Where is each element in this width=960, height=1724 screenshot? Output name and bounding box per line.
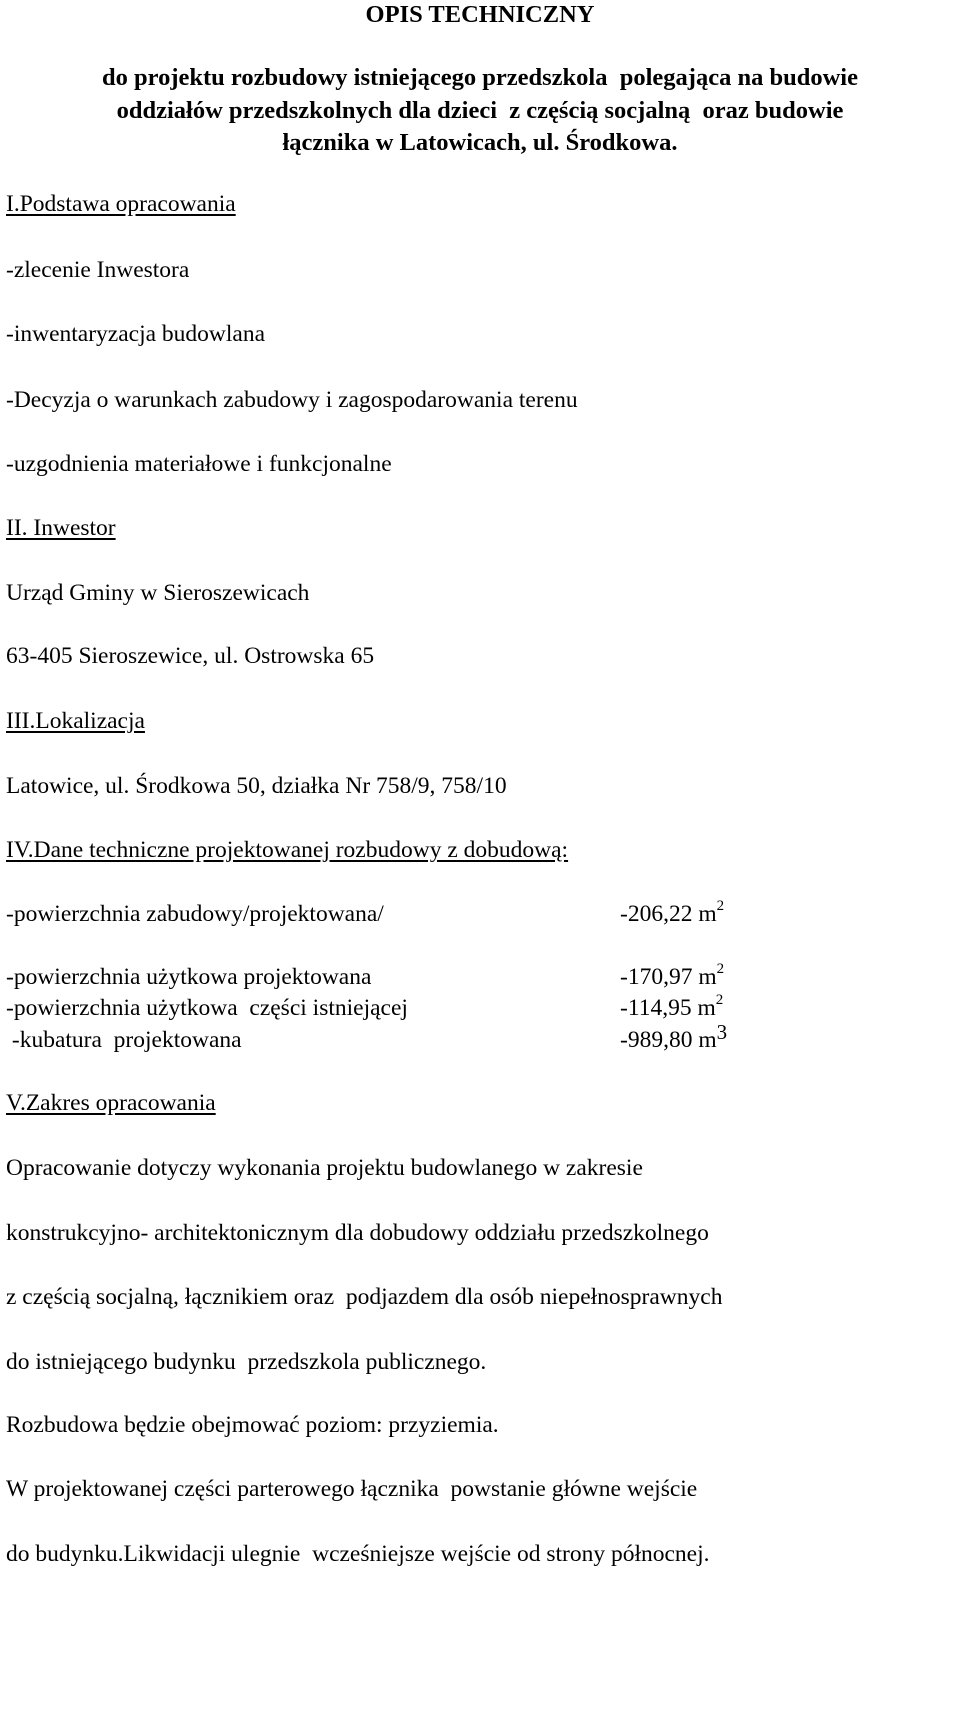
- section-5-heading: V.Zakres opracowania: [6, 1090, 216, 1116]
- subtitle-line-1: do projektu rozbudowy istniejącego przedszkola polegająca na budowie: [102, 64, 858, 91]
- tech-data-label: -powierzchnia użytkowa projektowana: [6, 964, 372, 990]
- scope-paragraph-line: z częścią socjalną, łącznikiem oraz podjazdem dla osób niepełnosprawnych: [6, 1284, 723, 1310]
- investor-address: 63-405 Sieroszewice, ul. Ostrowska 65: [6, 643, 375, 669]
- scope-paragraph-line: konstrukcyjno- architektonicznym dla dobudowy oddziału przedszkolnego: [6, 1220, 709, 1246]
- tech-data-exponent: 2: [715, 992, 724, 1009]
- scope-paragraph-line: do istniejącego budynku przedszkola publicznego.: [6, 1349, 487, 1375]
- section-1-item: -uzgodnienia materiałowe i funkcjonalne: [6, 451, 392, 477]
- section-1-heading: I.Podstawa opracowania: [6, 191, 236, 217]
- tech-data-value: -170,97 m: [620, 964, 717, 990]
- tech-data-row: [6, 900, 906, 928]
- tech-data-exponent: 2: [716, 898, 725, 915]
- document-title: OPIS TECHNICZNY: [365, 1, 595, 28]
- investor-name: Urząd Gminy w Sieroszewicach: [6, 580, 310, 606]
- tech-data-label: -powierzchnia zabudowy/projektowana/: [6, 901, 384, 927]
- tech-data-row: [6, 994, 906, 1022]
- section-3-heading: III.Lokalizacja: [6, 708, 145, 734]
- tech-data-row: [6, 963, 906, 991]
- tech-data-label: -kubatura projektowana: [6, 1027, 242, 1053]
- section-1-item: -zlecenie Inwestora: [6, 257, 190, 283]
- section-4-heading: IV.Dane techniczne projektowanej rozbudowy z dobudową:: [6, 837, 569, 863]
- section-1-item: -Decyzja o warunkach zabudowy i zagospodarowania terenu: [6, 387, 578, 413]
- subtitle-line-3: łącznika w Latowicach, ul. Środkowa.: [282, 129, 678, 156]
- tech-data-label: -powierzchnia użytkowa części istniejącej: [6, 995, 408, 1021]
- scope-paragraph-line: Opracowanie dotyczy wykonania projektu budowlanego w zakresie: [6, 1155, 643, 1181]
- subtitle-line-2: oddziałów przedszkolnych dla dzieci z częścią socjalną oraz budowie: [116, 97, 844, 124]
- tech-data-value: -206,22 m: [620, 901, 717, 927]
- section-2-heading: II. Inwestor: [6, 515, 116, 541]
- section-1-item: -inwentaryzacja budowlana: [6, 321, 266, 347]
- tech-data-exponent: 3: [716, 1020, 728, 1045]
- location-line: Latowice, ul. Środkowa 50, działka Nr 758/9, 758/10: [6, 773, 507, 799]
- scope-paragraph-line: Rozbudowa będzie obejmować poziom: przyziemia.: [6, 1412, 499, 1438]
- tech-data-exponent: 2: [716, 961, 725, 978]
- tech-data-value: -989,80 m: [620, 1027, 717, 1053]
- scope-paragraph-line: W projektowanej części parterowego łącznika powstanie główne wejście: [6, 1476, 698, 1502]
- tech-data-value: -114,95 m: [620, 995, 716, 1021]
- scope-paragraph-line: do budynku.Likwidacji ulegnie wcześniejsze wejście od strony północnej.: [6, 1541, 710, 1567]
- tech-data-row: [6, 1020, 906, 1054]
